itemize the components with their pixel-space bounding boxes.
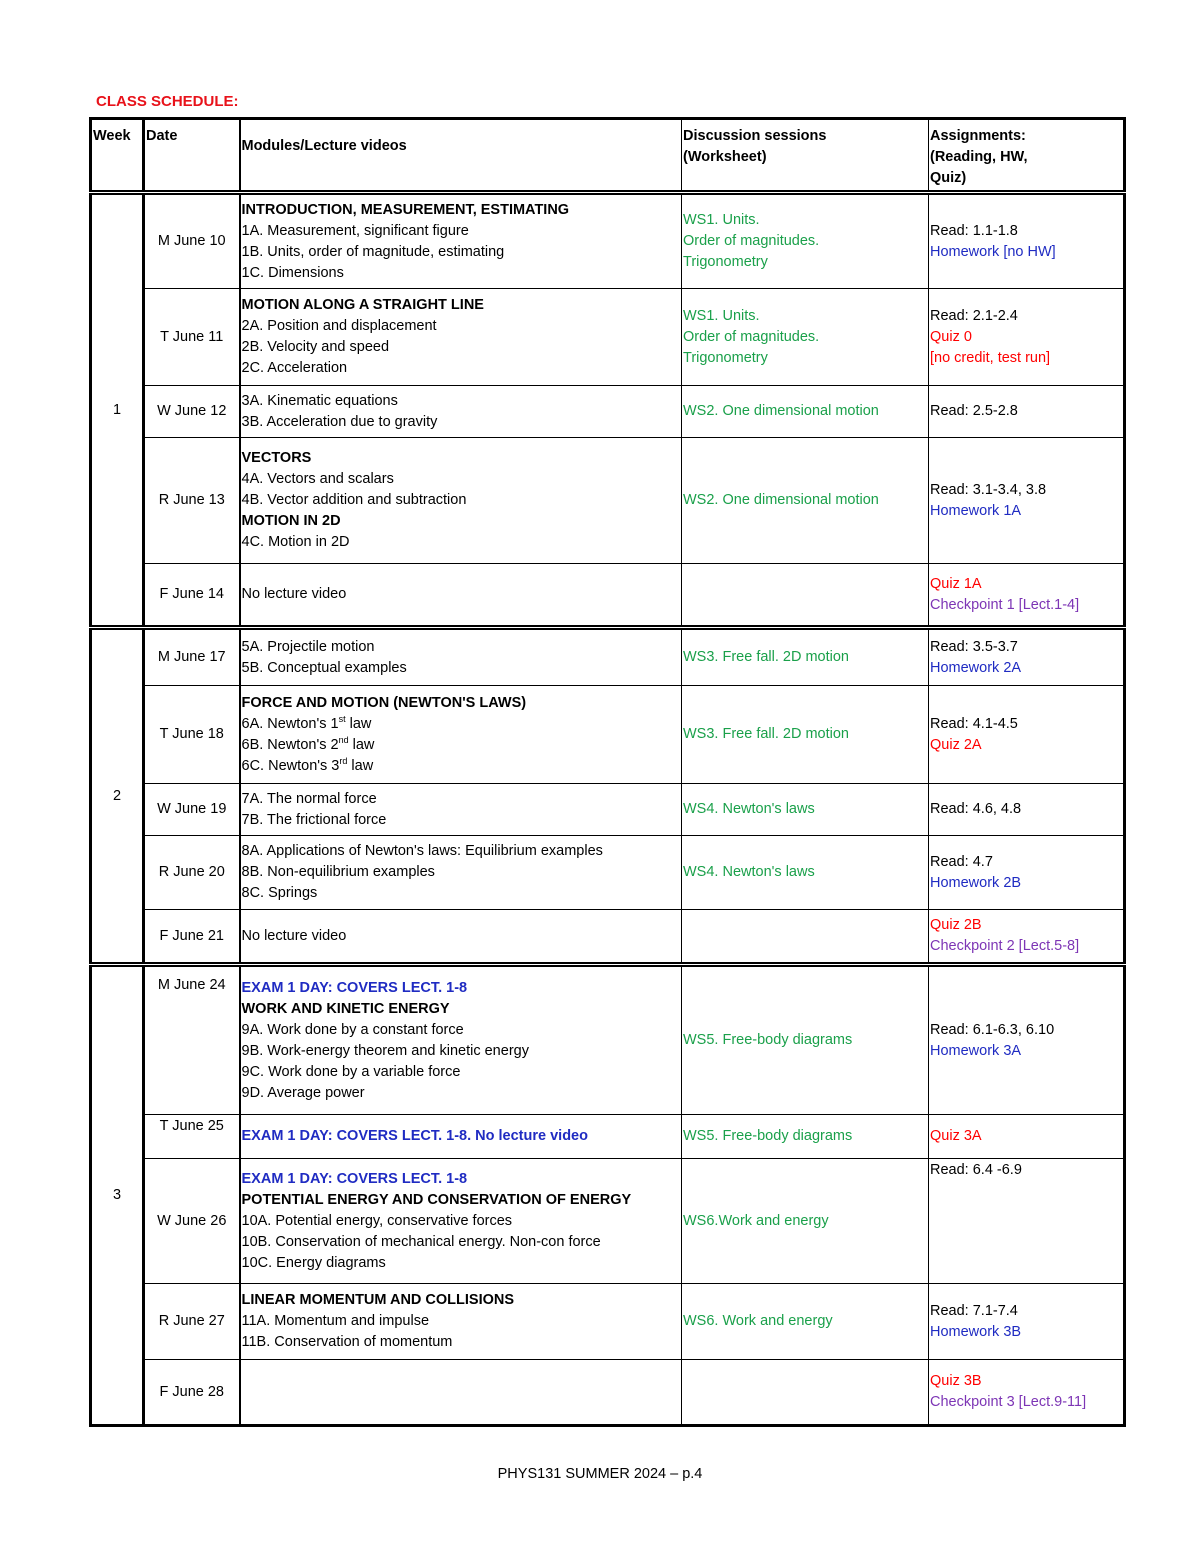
module-heading: LINEAR MOMENTUM AND COLLISIONS — [241, 1292, 515, 1308]
module-item: 8C. Springs — [241, 885, 318, 901]
date-cell: R June 20 — [144, 836, 240, 910]
modules-cell — [240, 784, 682, 836]
module-item: 5B. Conceptual examples — [241, 659, 407, 676]
worksheet-item: WS6.Work and energy — [683, 1212, 829, 1229]
worksheet-item: Order of magnitudes. — [683, 328, 820, 345]
quiz-item: Quiz 3A — [930, 1128, 982, 1144]
table-row — [91, 386, 1125, 438]
date-cell: W June 19 — [144, 784, 240, 836]
discussion-cell — [682, 1360, 929, 1426]
worksheet-item: Trigonometry — [683, 349, 768, 366]
table-row — [91, 784, 1125, 836]
homework-item: Homework 3B — [930, 1323, 1022, 1340]
discussion-cell — [682, 1159, 929, 1284]
date-cell: W June 26 — [144, 1159, 240, 1284]
modules-cell — [240, 965, 682, 1115]
date-cell: R June 13 — [144, 438, 240, 564]
reading-item: Read: 6.4 -6.9 — [930, 1162, 1022, 1178]
module-heading: FORCE AND MOTION (NEWTON'S LAWS) — [241, 694, 527, 711]
header-modules: Modules/Lecture videos — [240, 119, 682, 193]
reading-item: Read: 2.1-2.4 — [930, 307, 1018, 324]
reading-item: Read: 6.1-6.3, 6.10 — [930, 1021, 1055, 1038]
assignments-cell — [929, 910, 1125, 965]
worksheet-item: WS6. Work and energy — [683, 1313, 833, 1329]
assignments-cell — [929, 289, 1125, 386]
modules-cell — [240, 836, 682, 910]
page-title: CLASS SCHEDULE: — [96, 93, 239, 110]
discussion-cell — [682, 564, 929, 628]
module-item: 10A. Potential energy, conservative forces — [241, 1212, 513, 1229]
ordinal-suffix: rd — [339, 755, 348, 766]
homework-item: Homework 2B — [930, 874, 1022, 891]
table-row — [91, 193, 1125, 289]
module-text-after: law — [348, 736, 375, 753]
class-schedule-table — [89, 117, 1126, 1427]
discussion-cell — [682, 1284, 929, 1360]
module-item: 1B. Units, order of magnitude, estimating — [241, 243, 505, 260]
checkpoint-item: Checkpoint 1 [Lect.1-4] — [930, 596, 1080, 613]
date-cell: W June 12 — [144, 386, 240, 438]
module-item: 2C. Acceleration — [241, 360, 348, 376]
worksheet-item: WS2. One dimensional motion — [683, 403, 879, 419]
worksheet-item: WS2. One dimensional motion — [683, 492, 879, 508]
date-cell: T June 18 — [144, 686, 240, 784]
reading-item: Read: 7.1-7.4 — [930, 1302, 1018, 1319]
assignments-cell — [929, 193, 1125, 289]
reading-item: Read: 4.1-4.5 — [930, 715, 1018, 732]
table-row — [91, 965, 1125, 1115]
module-item: 5A. Projectile motion — [241, 638, 375, 655]
date-cell: F June 14 — [144, 564, 240, 628]
modules-cell — [240, 438, 682, 564]
module-text: 6C. Newton's 3 — [241, 757, 340, 774]
worksheet-item: Trigonometry — [683, 254, 768, 270]
module-item: 10C. Energy diagrams — [241, 1254, 386, 1271]
module-item: 4A. Vectors and scalars — [241, 471, 394, 487]
date-cell: M June 24 — [144, 965, 240, 1115]
module-item: No lecture video — [241, 586, 347, 602]
date-cell: T June 11 — [144, 289, 240, 386]
module-item: 7A. The normal force — [241, 790, 377, 807]
module-item: 1A. Measurement, significant figure — [241, 222, 469, 239]
header-date: Date — [144, 119, 240, 193]
module-item — [242, 735, 681, 756]
modules-cell — [240, 1159, 682, 1284]
module-item — [242, 714, 681, 735]
schedule-body — [91, 193, 1125, 1426]
module-text: 6A. Newton's 1 — [241, 715, 339, 732]
modules-cell — [240, 686, 682, 784]
checkpoint-item: Checkpoint 2 [Lect.5-8] — [930, 938, 1080, 954]
table-row — [91, 1360, 1125, 1426]
table-row — [91, 438, 1125, 564]
table-row — [91, 1159, 1125, 1284]
reading-item: Read: 3.1-3.4, 3.8 — [930, 481, 1047, 498]
quiz-item: Quiz 3B — [930, 1373, 982, 1389]
discussion-cell — [682, 438, 929, 564]
worksheet-item: WS5. Free-body diagrams — [683, 1032, 853, 1048]
ordinal-suffix: st — [338, 713, 346, 724]
discussion-cell — [682, 628, 929, 686]
date-cell: T June 25 — [144, 1115, 240, 1159]
week-number: 1 — [91, 193, 144, 628]
module-item: 3B. Acceleration due to gravity — [241, 413, 438, 430]
quiz-item: Quiz 0 — [930, 328, 972, 345]
header-assignments — [929, 119, 1125, 193]
table-row — [91, 1115, 1125, 1159]
modules-cell — [240, 193, 682, 289]
date-cell: M June 10 — [144, 193, 240, 289]
assignments-cell — [929, 686, 1125, 784]
assignments-cell — [929, 628, 1125, 686]
header-discussion — [682, 119, 929, 193]
header-assign-line3: Quiz) — [930, 170, 967, 186]
date-cell: R June 27 — [144, 1284, 240, 1360]
module-heading: INTRODUCTION, MEASUREMENT, ESTIMATING — [241, 201, 570, 218]
module-item: 1C. Dimensions — [241, 264, 344, 281]
reading-item: Read: 1.1-1.8 — [930, 222, 1018, 239]
modules-cell — [240, 1360, 682, 1426]
module-item: 2A. Position and displacement — [241, 318, 437, 334]
homework-item: Homework 3A — [930, 1042, 1022, 1059]
header-week: Week — [91, 119, 144, 193]
discussion-cell — [682, 1115, 929, 1159]
modules-cell — [240, 910, 682, 965]
modules-cell — [240, 1284, 682, 1360]
assignments-cell — [929, 1159, 1125, 1284]
module-text-after: law — [347, 757, 374, 774]
worksheet-item: WS1. Units. — [683, 307, 760, 324]
module-item: 9B. Work-energy theorem and kinetic energy — [241, 1042, 529, 1059]
discussion-cell — [682, 784, 929, 836]
table-row — [91, 836, 1125, 910]
module-item: 11A. Momentum and impulse — [241, 1313, 430, 1329]
assignments-cell — [929, 438, 1125, 564]
reading-item: Read: 4.6, 4.8 — [930, 801, 1022, 817]
reading-item: Read: 2.5-2.8 — [930, 403, 1018, 419]
module-text: 6B. Newton's 2 — [241, 736, 339, 753]
table-row — [91, 686, 1125, 784]
assignments-cell — [929, 965, 1125, 1115]
modules-cell — [240, 1115, 682, 1159]
assignments-cell — [929, 1115, 1125, 1159]
table-row — [91, 910, 1125, 965]
table-row — [91, 1284, 1125, 1360]
module-item: 9A. Work done by a constant force — [241, 1021, 464, 1038]
module-item: No lecture video — [241, 927, 347, 944]
week-number: 3 — [91, 965, 144, 1426]
week-number: 2 — [91, 628, 144, 965]
header-assign-line1: Assignments: — [930, 128, 1026, 144]
worksheet-item: Order of magnitudes. — [683, 233, 820, 249]
module-item: 2B. Velocity and speed — [241, 339, 390, 355]
module-heading: MOTION IN 2D — [241, 513, 341, 529]
ordinal-suffix: nd — [338, 734, 349, 745]
exam-notice: EXAM 1 DAY: COVERS LECT. 1-8 — [241, 1170, 468, 1187]
module-item: 9C. Work done by a variable force — [241, 1063, 461, 1080]
module-item: 7B. The frictional force — [241, 811, 387, 828]
table-row — [91, 628, 1125, 686]
module-text-after: law — [345, 715, 372, 732]
homework-item: Homework 2A — [930, 659, 1022, 676]
discussion-cell — [682, 686, 929, 784]
date-cell: F June 21 — [144, 910, 240, 965]
discussion-cell — [682, 289, 929, 386]
worksheet-item: WS4. Newton's laws — [683, 801, 815, 817]
discussion-cell — [682, 965, 929, 1115]
assignments-cell — [929, 1284, 1125, 1360]
exam-notice: EXAM 1 DAY: COVERS LECT. 1-8. No lecture video — [241, 1128, 588, 1144]
module-heading: MOTION ALONG A STRAIGHT LINE — [241, 297, 484, 313]
page-footer: PHYS131 SUMMER 2024 – p.4 — [497, 1466, 703, 1482]
modules-cell — [240, 289, 682, 386]
homework-item: Homework [no HW] — [930, 243, 1056, 260]
module-item: 4C. Motion in 2D — [241, 534, 350, 550]
worksheet-item: WS4. Newton's laws — [683, 864, 815, 880]
quiz-item: Quiz 2B — [930, 917, 982, 933]
worksheet-item: WS1. Units. — [683, 212, 760, 228]
module-heading: POTENTIAL ENERGY AND CONSERVATION OF ENERGY — [241, 1191, 632, 1208]
module-item: 4B. Vector addition and subtraction — [241, 492, 467, 508]
header-discussion-line1: Discussion sessions — [683, 128, 827, 144]
assignments-cell — [929, 784, 1125, 836]
reading-item: Read: 4.7 — [930, 853, 993, 870]
discussion-cell — [682, 386, 929, 438]
module-item: 11B. Conservation of momentum — [241, 1334, 453, 1350]
table-row — [91, 289, 1125, 386]
assignments-cell — [929, 564, 1125, 628]
quiz-item: Quiz 1A — [930, 575, 982, 592]
worksheet-item: WS5. Free-body diagrams — [683, 1128, 853, 1144]
checkpoint-item: Checkpoint 3 [Lect.9-11] — [930, 1394, 1087, 1410]
module-heading: WORK AND KINETIC ENERGY — [241, 1000, 450, 1017]
table-row — [91, 564, 1125, 628]
header-assign-line2: (Reading, HW, — [930, 149, 1028, 165]
module-heading: VECTORS — [241, 450, 312, 466]
module-item: 3A. Kinematic equations — [241, 392, 398, 409]
reading-item: Read: 3.5-3.7 — [930, 638, 1018, 655]
discussion-cell — [682, 910, 929, 965]
modules-cell — [240, 564, 682, 628]
module-item: 8B. Non-equilibrium examples — [241, 864, 435, 880]
homework-item: Homework 1A — [930, 502, 1022, 519]
date-cell: M June 17 — [144, 628, 240, 686]
discussion-cell — [682, 836, 929, 910]
modules-cell — [240, 386, 682, 438]
discussion-cell — [682, 193, 929, 289]
worksheet-item: WS3. Free fall. 2D motion — [683, 649, 849, 665]
table-header-row — [91, 119, 1125, 193]
module-item — [242, 756, 681, 777]
quiz-item: [no credit, test run] — [930, 349, 1051, 366]
modules-cell — [240, 628, 682, 686]
date-cell: F June 28 — [144, 1360, 240, 1426]
module-item: 10B. Conservation of mechanical energy. Non-con force — [241, 1233, 601, 1250]
assignments-cell — [929, 836, 1125, 910]
exam-notice: EXAM 1 DAY: COVERS LECT. 1-8 — [241, 979, 468, 996]
header-discussion-line2: (Worksheet) — [683, 149, 767, 165]
assignments-cell — [929, 386, 1125, 438]
worksheet-item: WS3. Free fall. 2D motion — [683, 726, 849, 742]
assignments-cell — [929, 1360, 1125, 1426]
quiz-item: Quiz 2A — [930, 736, 982, 753]
module-item: 9D. Average power — [241, 1084, 365, 1101]
module-item: 8A. Applications of Newton's laws: Equilibrium examples — [241, 843, 603, 859]
